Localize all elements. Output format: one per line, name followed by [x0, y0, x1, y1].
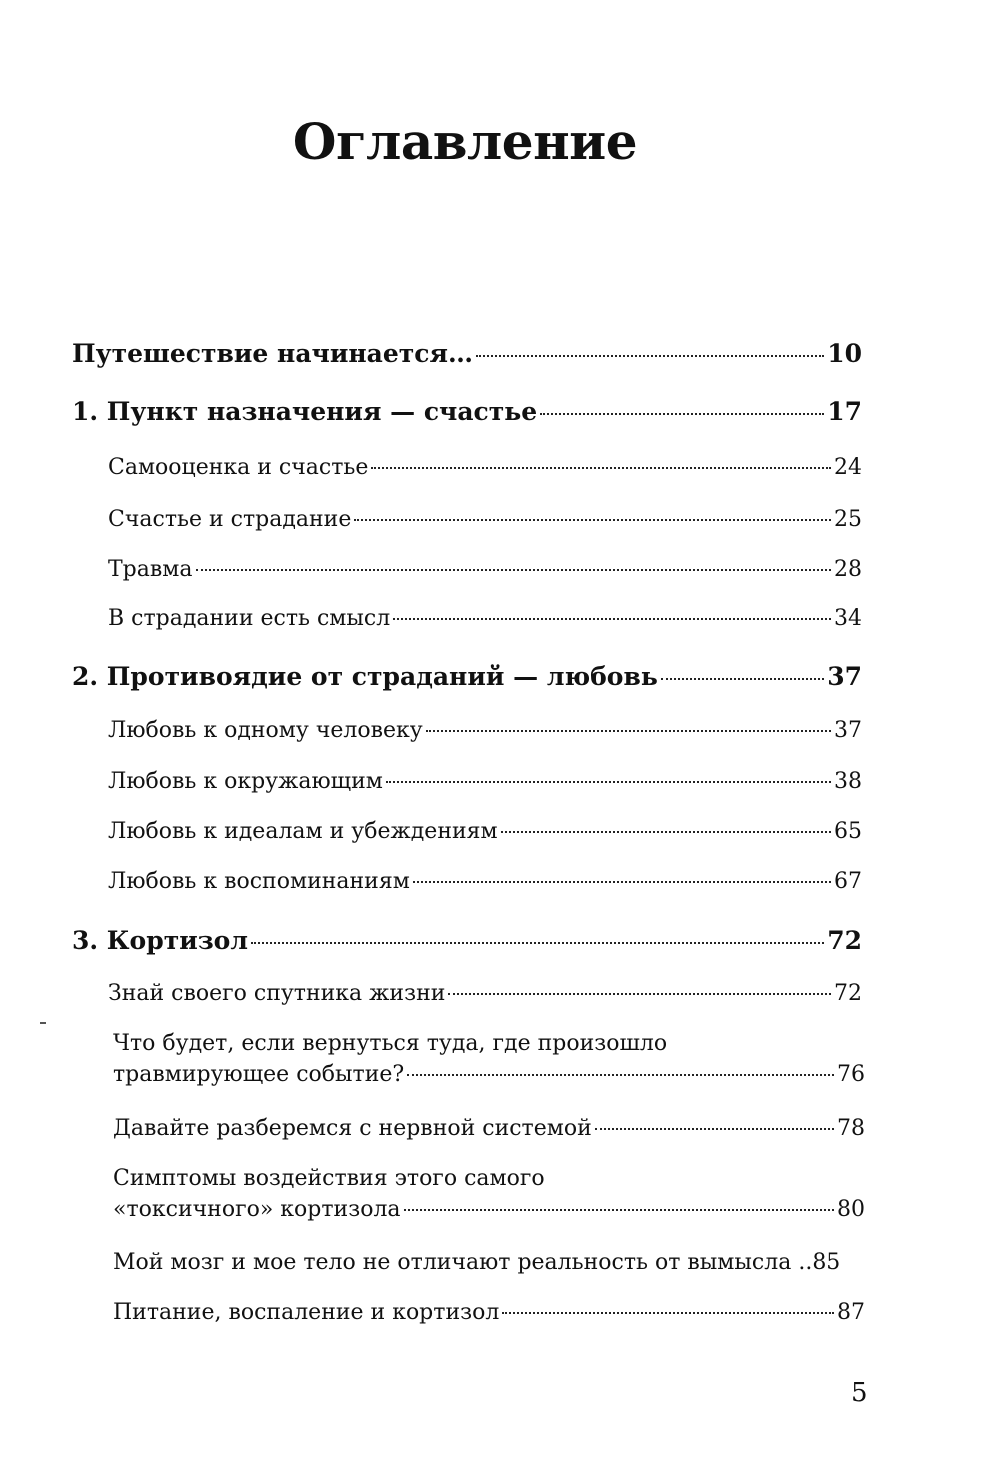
toc-section[interactable]: [108, 455, 862, 480]
dot-leader: [196, 569, 832, 571]
toc-label: 3. Кортизол: [72, 926, 248, 955]
toc-section[interactable]: [113, 1031, 865, 1087]
toc-page-number: 78: [837, 1116, 865, 1141]
dot-leader: [540, 413, 824, 415]
toc-label: В страдании есть смысл: [108, 606, 391, 631]
dot-leader: [501, 831, 831, 833]
toc-chapter[interactable]: [72, 926, 862, 955]
toc-label: Самооценка и счастье: [108, 455, 369, 480]
toc-label-line1: Симптомы воздействия этого самого: [113, 1166, 545, 1191]
toc-page-number: 37: [834, 718, 862, 743]
dot-leader: [595, 1128, 834, 1130]
toc-page-number: 38: [834, 769, 862, 794]
toc-page-number: 37: [827, 662, 862, 691]
toc-section[interactable]: [113, 1250, 865, 1275]
toc-section[interactable]: [113, 1300, 865, 1325]
dot-leader: [476, 355, 824, 357]
dot-leader: [354, 519, 831, 521]
toc-page-number: 25: [834, 507, 862, 532]
toc-label: Любовь к идеалам и убеждениям: [108, 819, 498, 844]
toc-label: Любовь к окружающим: [108, 769, 383, 794]
toc-label: 1. Пункт назначения — счастье: [72, 397, 538, 426]
toc-label: 2. Противоядие от страданий — любовь: [72, 662, 658, 691]
toc-label: Травма: [108, 557, 193, 582]
dot-leader: [502, 1312, 834, 1314]
dot-leader: [251, 942, 824, 944]
toc-page-number: 72: [827, 926, 862, 955]
toc-page-number: 80: [837, 1197, 865, 1222]
print-speck: [40, 1022, 46, 1024]
dot-leader: [413, 881, 831, 883]
dot-leader: [661, 678, 824, 680]
toc-label: Давайте разберемся с нервной системой: [113, 1116, 592, 1141]
toc-label-line1: Что будет, если вернуться туда, где произошло: [113, 1031, 668, 1056]
dot-leader: [448, 993, 831, 995]
toc-label: Любовь к воспоминаниям: [108, 869, 410, 894]
dot-leader: [407, 1074, 834, 1076]
toc-section[interactable]: [113, 1166, 865, 1222]
dot-leader: [393, 618, 831, 620]
toc-chapter[interactable]: [72, 662, 862, 691]
dot-leader: [371, 467, 831, 469]
toc-chapter[interactable]: [72, 397, 862, 426]
toc-page-number: 72: [834, 981, 862, 1006]
toc-section[interactable]: [113, 1116, 865, 1141]
toc-page-number: 85: [812, 1250, 841, 1275]
dot-leader: [404, 1209, 834, 1211]
toc-label: Мой мозг и мое тело не отличают реальность от вымысла ..: [113, 1250, 813, 1275]
toc-section[interactable]: [108, 769, 862, 794]
toc-page-number: 34: [834, 606, 862, 631]
toc-label: Любовь к одному человеку: [108, 718, 423, 743]
toc-page-number: 24: [834, 455, 862, 480]
toc-chapter[interactable]: [72, 339, 862, 368]
page-number: 5: [851, 1378, 868, 1408]
toc-page-number: 65: [834, 819, 862, 844]
toc-page-number: 87: [837, 1300, 865, 1325]
toc-section[interactable]: [108, 606, 862, 631]
toc-page-number: 28: [834, 557, 862, 582]
toc-section[interactable]: [108, 869, 862, 894]
toc-section[interactable]: [108, 507, 862, 532]
toc-label: Путешествие начинается…: [72, 339, 473, 368]
toc-label: Знай своего спутника жизни: [108, 981, 446, 1006]
toc-label: Счастье и страдание: [108, 507, 352, 532]
toc-page-number: 17: [827, 397, 862, 426]
toc-page-number: 67: [834, 869, 862, 894]
toc-section[interactable]: [108, 718, 862, 743]
toc-section[interactable]: [108, 557, 862, 582]
toc-label-line2: «токсичного» кортизола: [113, 1197, 401, 1222]
page-title: Оглавление: [292, 112, 638, 171]
toc-label-line2: травмирующее событие?: [113, 1062, 405, 1087]
toc-label: Питание, воспаление и кортизол: [113, 1300, 500, 1325]
toc-section[interactable]: [108, 819, 862, 844]
toc-page-number: 10: [827, 339, 862, 368]
toc-section[interactable]: [108, 981, 862, 1006]
dot-leader: [386, 781, 831, 783]
toc-page-number: 76: [837, 1062, 865, 1087]
dot-leader: [426, 730, 831, 732]
